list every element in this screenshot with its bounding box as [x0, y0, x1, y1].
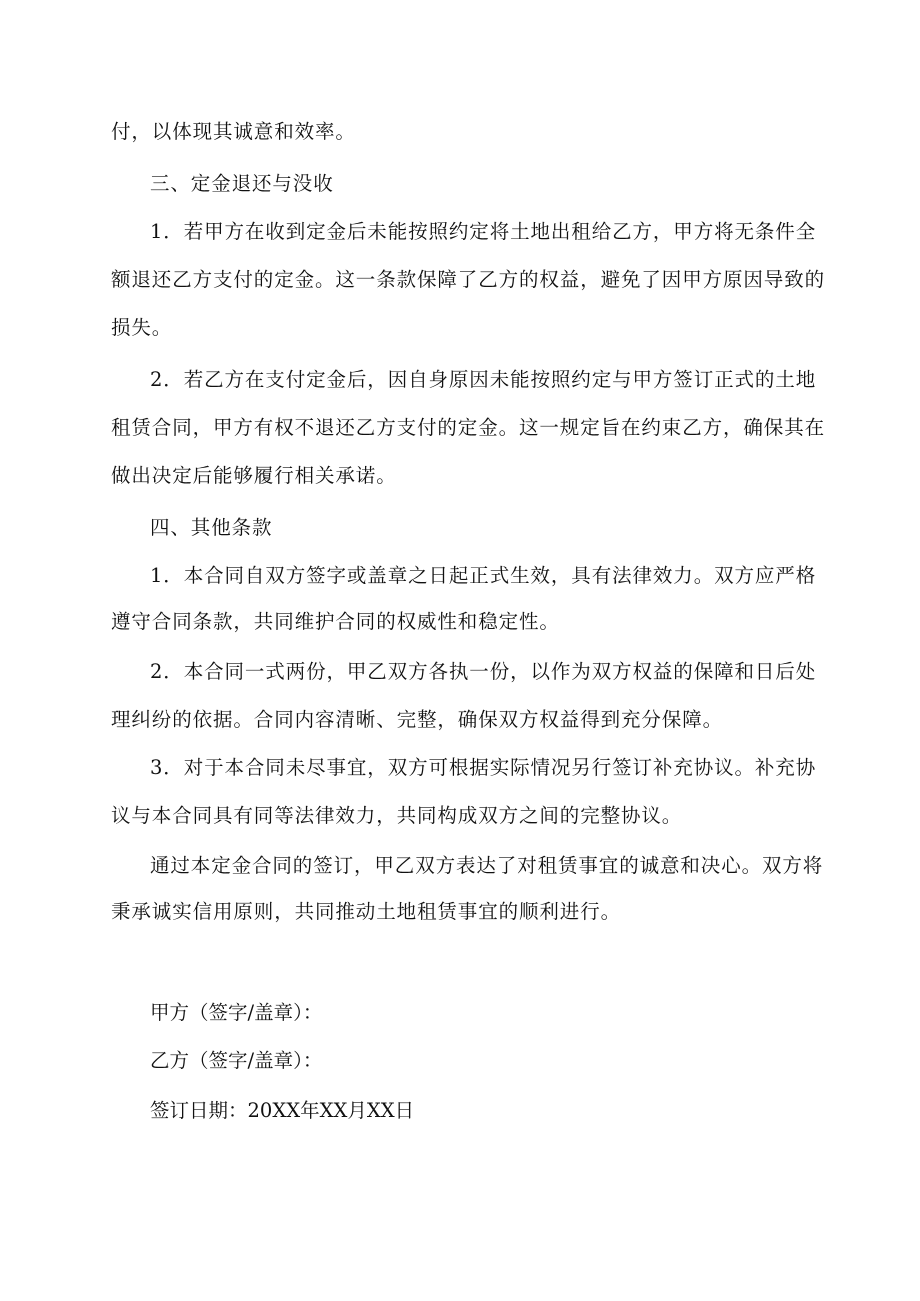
paragraph-line: 遵守合同条款，共同维护合同的权威性和稳定性。 — [111, 610, 560, 633]
paragraph-line: 租赁合同，甲方有权不退还乙方支付的定金。这一规定旨在约束乙方，确保其在 — [111, 416, 826, 439]
paragraph-line: 额退还乙方支付的定金。这一条款保障了乙方的权益，避免了因甲方原因导致的 — [111, 268, 826, 291]
signing-date-label: 签订日期：20XX年XX月XX日 — [150, 1099, 415, 1122]
paragraph-line: 付，以体现其诚意和效率。 — [111, 120, 356, 143]
paragraph-line: 1．若甲方在收到定金后未能按照约定将土地出租给乙方，甲方将无条件全 — [150, 220, 817, 243]
section-heading: 四、其他条款 — [150, 516, 273, 539]
paragraph-line: 通过本定金合同的签订，甲乙双方表达了对租赁事宜的诚意和决心。双方将 — [150, 854, 824, 877]
paragraph-line: 做出决定后能够履行相关承诺。 — [111, 464, 397, 487]
paragraph-line: 1．本合同自双方签字或盖章之日起正式生效，具有法律效力。双方应严格 — [150, 564, 817, 587]
paragraph-line: 2．本合同一式两份，甲乙双方各执一份，以作为双方权益的保障和日后处 — [150, 660, 817, 683]
paragraph-line: 2．若乙方在支付定金后，因自身原因未能按照约定与甲方签订正式的土地 — [150, 368, 817, 391]
paragraph-line: 3．对于本合同未尽事宜，双方可根据实际情况另行签订补充协议。补充协 — [150, 756, 817, 779]
section-heading: 三、定金退还与没收 — [150, 172, 334, 195]
party-b-signature-label: 乙方（签字/盖章）： — [150, 1049, 323, 1072]
party-a-signature-label: 甲方（签字/盖章）： — [150, 1001, 323, 1024]
paragraph-line: 损失。 — [111, 316, 173, 339]
paragraph-line: 议与本合同具有同等法律效力，共同构成双方之间的完整协议。 — [111, 804, 683, 827]
paragraph-line: 秉承诚实信用原则，共同推动土地租赁事宜的顺利进行。 — [111, 900, 622, 923]
paragraph-line: 理纠纷的依据。合同内容清晰、完整，确保双方权益得到充分保障。 — [111, 708, 724, 731]
